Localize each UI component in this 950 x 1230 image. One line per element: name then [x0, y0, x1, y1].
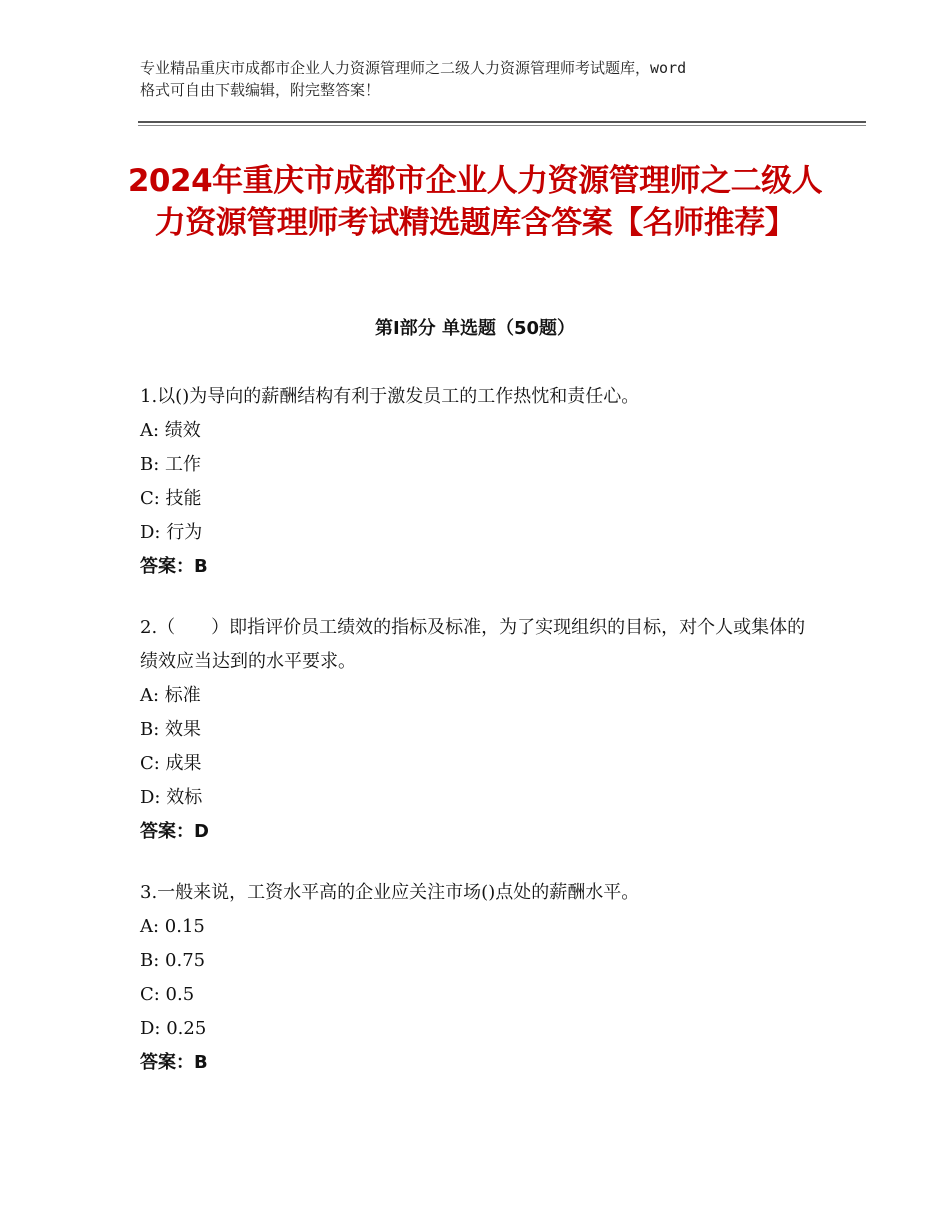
section-title: 第Ⅰ部分 单选题（50题） — [374, 318, 575, 339]
question-list — [140, 380, 810, 1107]
question-item — [140, 611, 810, 849]
header-divider — [138, 121, 866, 123]
option-a: A: 0.15 — [140, 916, 205, 937]
question-stem: 2.（ ）即指评价员工绩效的指标及标准，为了实现组织的目标，对个人或集体的绩效应当达到的水平要求。 — [140, 617, 806, 672]
answer-label: 答案：B — [140, 1052, 208, 1073]
option-a: A: 绩效 — [140, 420, 201, 441]
header-divider-thin — [138, 125, 866, 126]
answer-label: 答案：D — [140, 821, 209, 842]
question-stem: 3.一般来说，工资水平高的企业应关注市场()点处的薪酬水平。 — [140, 882, 640, 903]
option-b: B: 0.75 — [140, 950, 206, 971]
document-title: 2024年重庆市成都市企业人力资源管理师之二级人力资源管理师考试精选题库含答案【名师推荐】 — [127, 163, 823, 241]
answer-label: 答案：B — [140, 556, 208, 577]
option-d: D: 行为 — [140, 522, 203, 543]
option-c: C: 成果 — [140, 753, 202, 774]
option-a: A: 标准 — [140, 685, 201, 706]
option-d: D: 0.25 — [140, 1018, 207, 1039]
option-c: C: 技能 — [140, 488, 202, 509]
option-b: B: 效果 — [140, 719, 202, 740]
option-d: D: 效标 — [140, 787, 203, 808]
option-c: C: 0.5 — [140, 984, 195, 1005]
question-item — [140, 876, 810, 1080]
question-item — [140, 380, 810, 584]
option-b: B: 工作 — [140, 454, 202, 475]
question-stem: 1.以()为导向的薪酬结构有利于激发员工的工作热忱和责任心。 — [140, 386, 640, 407]
header-note: 专业精品重庆市成都市企业人力资源管理师之二级人力资源管理师考试题库，word 格式可自由下载编辑，附完整答案！ — [140, 59, 687, 99]
